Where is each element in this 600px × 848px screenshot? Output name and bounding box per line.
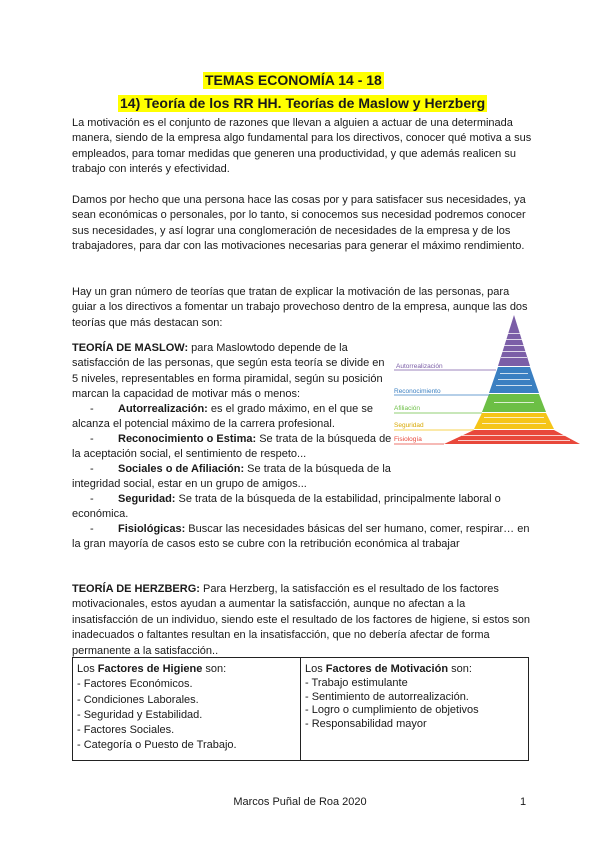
document-subtitle: 14) Teoría de los RR HH. Teorías de Maslow y Herzberg [120,95,486,111]
pyramid-label-afiliacion: Afiliación [394,405,421,412]
pyramid-label-fisiologia: Fisiología [394,436,422,443]
motivation-item: - Sentimiento de autorrealización. [305,690,469,703]
maslow-item-reconocimiento-cont: la aceptación social, el sentimiento de respeto... [72,448,307,460]
herzberg-factors-table [72,657,529,761]
hygiene-item: - Seguridad y Estabilidad. [77,708,203,721]
pyramid-label-seguridad: Seguridad [394,422,424,429]
maslow-item-sociales: - Sociales o de Afiliación: Se trata de la búsqueda de la [90,463,391,475]
maslow-item-fisiologicas-cont: la gran mayoría de casos esto se cubre con la retribución económica al trabajar [72,538,460,550]
intro-paragraph-3: Hay un gran número de teorías que tratan de explicar la motivación de las personas, para guiar a los directivos a fomentar un trabajo provechoso dentro de la empresa, aunque las dos teorías que más destacan son: [72,286,528,329]
hygiene-item: - Categoría o Puesto de Trabajo. [77,739,237,752]
motivation-item: - Responsabilidad mayor [305,717,427,730]
maslow-item-seguridad-cont: económica. [72,508,129,520]
motivation-factors-cell [301,658,529,761]
pyramid-level-5 [444,430,580,444]
hygiene-item: - Factores Económicos. [77,678,193,691]
footer-author: Marcos Puñal de Roa 2020 [233,796,367,808]
pyramid-level-1 [498,315,530,366]
hygiene-factors-cell [73,658,301,761]
pyramid-label-autorrealizacion: Autorrealización [396,363,443,370]
hygiene-item: - Factores Sociales. [77,724,175,737]
motivation-factors-header: Los Factores de Motivación son: [305,663,472,675]
intro-paragraph-1: La motivación es el conjunto de razones que llevan a alguien a actuar de una determinada manera, siendo de la empresa algo fundamental para los directivos, conocer qué motiva a sus empleados, para tomar medidas que generen una productividad, y que además realicen su trabajo con interés y efectividad. [72,117,532,176]
maslow-item-reconocimiento: - Reconocimiento o Estima: Se trata de la búsqueda de [90,433,392,445]
herzberg-paragraph [72,582,532,659]
hygiene-factors-header: Los Factores de Higiene son: [77,663,227,675]
pyramid-label-reconocimiento: Reconocimiento [394,388,441,395]
intro-paragraph-2: Damos por hecho que una persona hace las cosas por y para satisfacer sus necesidades, ya sean económicas o personales, por lo tanto, si conocemos sus necesidad podremos conocer sus necesidades, y así lograr una conglomeración de necesidades de la empresa y de los trabajadores, para dar con las motivaciones necesarias para generar el máximo rendimiento. [72,194,526,253]
maslow-item-seguridad: - Seguridad: Se trata de la búsqueda de la estabilidad, principalmente laboral o [90,493,501,505]
maslow-paragraph [72,341,390,403]
page-number: 1 [520,796,527,808]
maslow-item-autorrealizacion: - Autorrealización: es el grado máximo, en el que se [90,403,373,415]
document-title: TEMAS ECONOMÍA 14 - 18 [205,72,382,88]
maslow-item-sociales-cont: integridad social, estar en un grupo de amigos... [72,478,307,490]
maslow-item-fisiologicas: - Fisiológicas: Buscar las necesidades básicas del ser humano, comer, respirar… en [90,523,530,535]
motivation-item: - Trabajo estimulante [305,677,408,690]
herzberg-heading: TEORÍA DE HERZBERG: [72,583,200,595]
pyramid-level-4 [474,413,554,429]
maslow-heading: TEORÍA DE MASLOW: [72,342,189,354]
maslow-item-autorrealizacion-cont: alcanza el potencial máximo de la carrera profesional. [72,418,335,430]
herzberg-text: Para Herzberg, la satisfacción es el resultado de los factores motivacionales, estos ayudan a aumentar la satisfacción, aunque no afectan a la insatisfacción de un individuo, siendo este el resultado de los factores de higiene, si estos son inadecuados o faltantes resultan en la insatisfacción, que no debería afectar de forma permanente a la satisfacción.. [72,583,531,657]
maslow-text: para Maslowtodo depende de la satisfacción de las personas, que según esta teoría se divide en 5 niveles, representables en forma piramidal, según su posición marcan la capacidad de motivar más o menos: [72,342,385,401]
hygiene-item: - Condiciones Laborales. [77,693,199,706]
motivation-item: - Logro o cumplimiento de objetivos [305,704,479,717]
